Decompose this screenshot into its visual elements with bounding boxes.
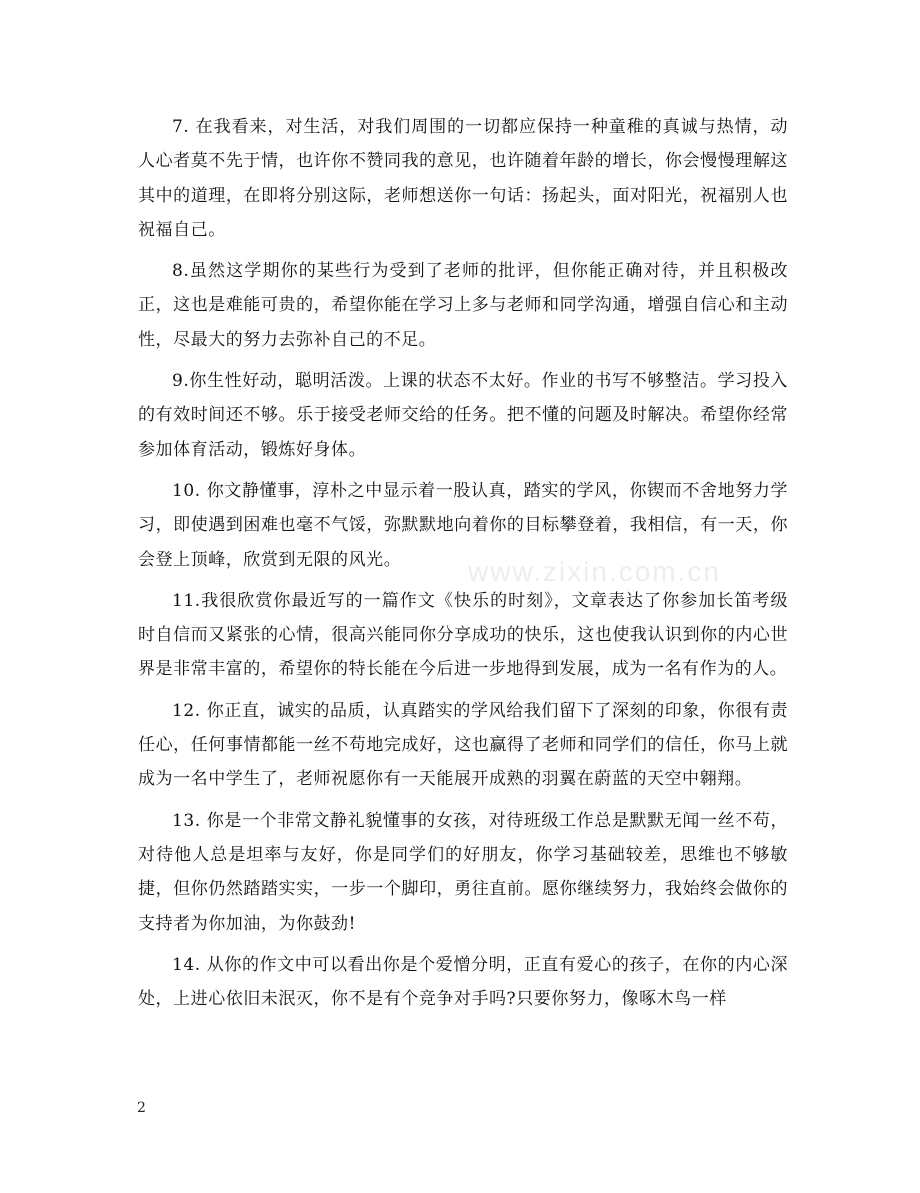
page-number: 2 (137, 1100, 146, 1116)
paragraph-7: 7. 在我看来，对生活，对我们周围的一切都应保持一种童稚的真诚与热情，动人心者莫不先于情，也许你不赞同我的意见，也许随着年龄的增长，你会慢慢理解这其中的道理，在即将分别这际，老师想送你一句话：扬起头，面对阳光，祝福别人也祝福自己。 (138, 117, 788, 240)
paragraph-8: 8.虽然这学期你的某些行为受到了老师的批评，但你能正确对待，并且积极改正，这也是难能可贵的，希望你能在学习上多与老师和同学沟通，增强自信心和主动性，尽最大的努力去弥补自己的不足。 (138, 261, 788, 350)
watermark: www.zixin.com.cn (468, 556, 721, 587)
paragraph-12: 12. 你正直，诚实的品质，认真踏实的学风给我们留下了深刻的印象，你很有责任心，任何事情都能一丝不苟地完成好，这也赢得了老师和同学们的信任，你马上就成为一名中学生了，老师祝愿你有一天能展开成熟的羽翼在蔚蓝的天空中翱翔。 (138, 700, 788, 790)
paragraph-9: 9.你生性好动，聪明活泼。上课的状态不太好。作业的书写不够整洁。学习投入的有效时间还不够。乐于接受老师交给的任务。把不懂的问题及时解决。希望你经常参加体育活动，锻炼好身体。 (138, 371, 788, 460)
paragraph-13: 13. 你是一个非常文静礼貌懂事的女孩，对待班级工作总是默默无闻一丝不苟，对待他人总是坦率与友好，你是同学们的好朋友，你学习基础较差，思维也不够敏捷，但你仍然踏踏实实，一步一个脚印，勇往直前。愿你继续努力，我始终会做你的支持者为你加油，为你鼓劲! (138, 810, 788, 934)
paragraph-10: 10. 你文静懂事，淳朴之中显示着一股认真，踏实的学风，你锲而不舍地努力学习，即使遇到困难也毫不气馁，弥默默地向着你的目标攀登着，我相信，有一天，你会登上顶峰，欣赏到无限的风光。 (138, 480, 788, 570)
paragraph-11: 11.我很欣赏你最近写的一篇作文《快乐的时刻》，文章表达了你参加长笛考级时自信而又紧张的心情，很高兴能同你分享成功的快乐，这也使我认识到你的内心世界是非常丰富的，希望你的特长能在今后进一步地得到发展，成为一名有作为的人。 (138, 590, 788, 680)
document-body (138, 110, 788, 1023)
paragraph-14: 14. 从你的作文中可以看出你是个爱憎分明，正直有爱心的孩子，在你的内心深处，上进心依旧未泯灭，你不是有个竞争对手吗?只要你努力，像啄木鸟一样 (138, 954, 788, 1010)
